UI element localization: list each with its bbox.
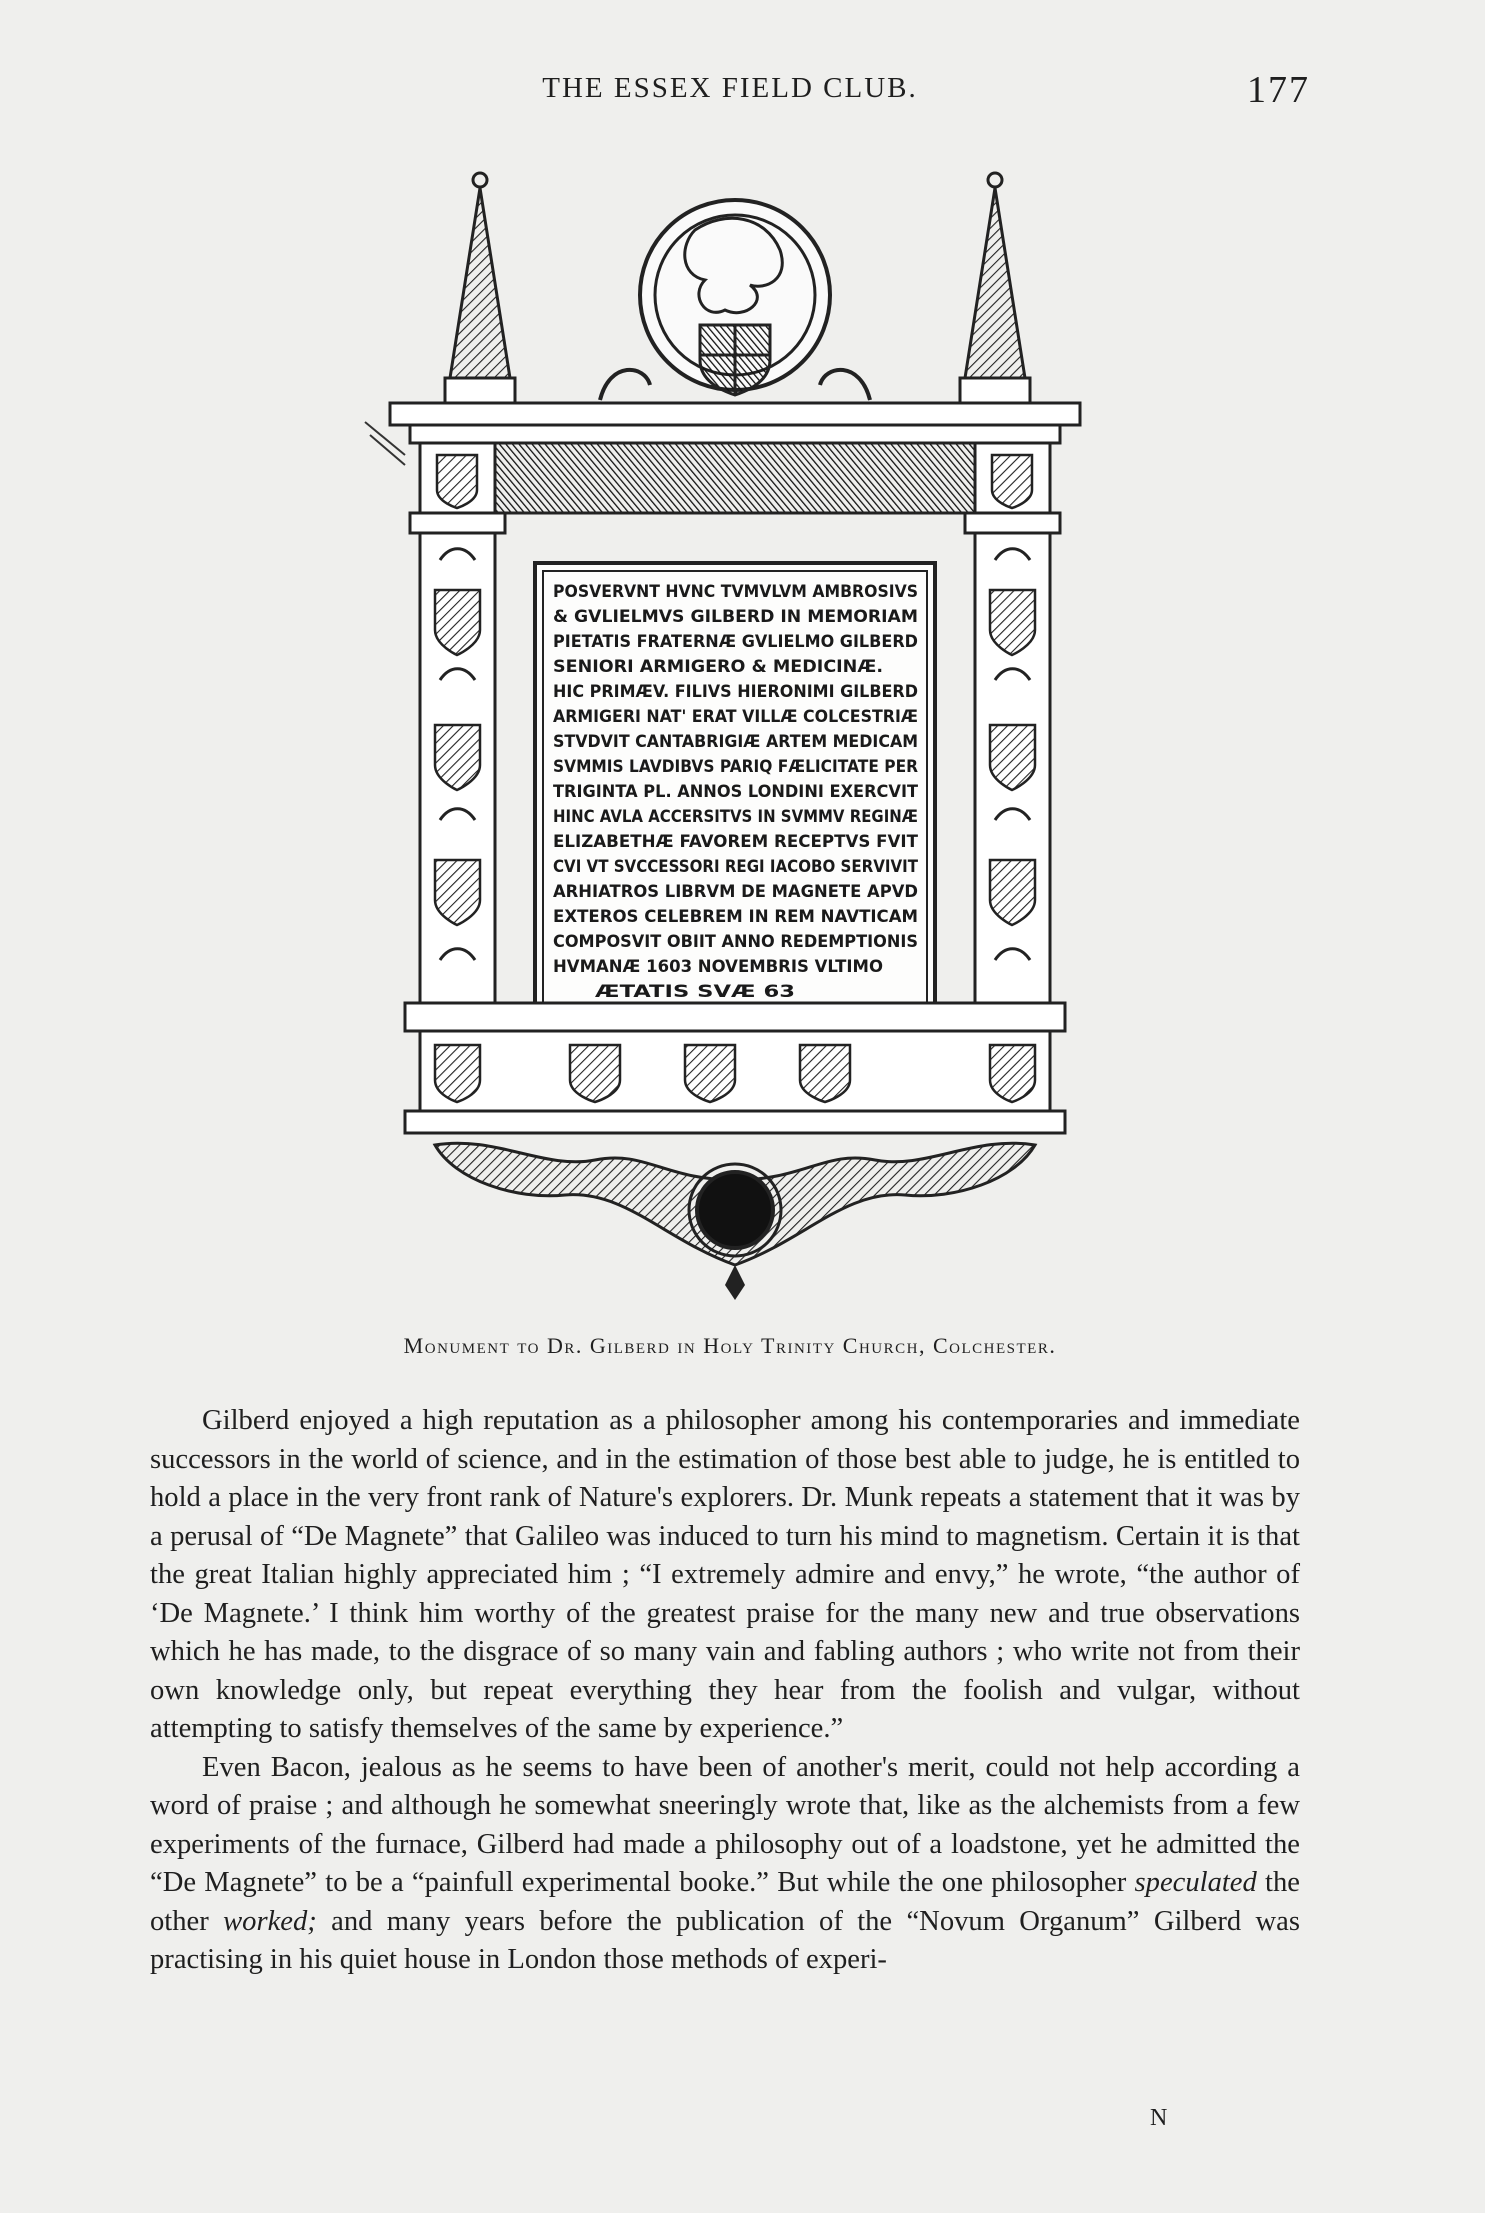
running-head xyxy=(150,68,1310,118)
left-pilaster xyxy=(410,443,505,1003)
paragraph-2-text-mid: the other xyxy=(150,1867,1300,1937)
monument-engraving xyxy=(345,160,1105,1310)
bottom-cartouche xyxy=(435,1143,1035,1300)
inscription-line: SENIORI ARMIGERO & MEDICINÆ. xyxy=(553,657,883,677)
inscription-line: COMPOSVIT OBIIT ANNO REDEMPTIONIS xyxy=(553,932,918,952)
paragraph-2-text-start: Even Bacon, jealous as he seems to have been of another's merit, could not help according a word of praise ; and although he somewhat sneeringly wrote that, like as the alchemists from a few experiments of the furnace, Gilberd had made a philosophy out of a loadstone, yet he admitted the “De Magnete” to be a “painfull experimental booke.” But while the one philosopher xyxy=(150,1751,1300,1898)
inscription-line: SVMMIS LAVDIBVS PARIQ FÆLICITATE PER xyxy=(553,757,918,777)
running-title: THE ESSEX FIELD CLUB. xyxy=(542,72,918,104)
paragraph-1: Gilberd enjoyed a high reputation as a philosopher among his contemporaries and immediate successors in the world of science, and in the estimation of those best able to judge, he is entitled to hold a place in the very front rank of Nature's explorers. Dr. Munk repeats a statement that it was by a perusal of “De Magnete” that Galileo was induced to turn his mind to magnetism. Certain it is that the great Italian highly appreciated him ; “I extremely admire and envy,” he wrote, “the author of ‘De Magnete.’ I think him worthy of the greatest praise for the many new and true observations which he has made, to the disgrace of so many vain and fabling authors ; who write not from their own knowledge only, but repeat everything they hear from the foolish and vulgar, without attempting to satisfy themselves of the same by experience.” xyxy=(150,1405,1300,1744)
monument-base xyxy=(405,1003,1065,1133)
inscription-line: & GVLIELMVS GILBERD IN MEMORIAM xyxy=(553,607,918,627)
body-text xyxy=(150,1402,1300,1980)
right-obelisk xyxy=(960,173,1030,403)
frieze xyxy=(495,443,975,513)
crest-medallion xyxy=(600,200,870,400)
inscription-line: STVDVIT CANTABRIGIÆ ARTEM MEDICAM xyxy=(553,732,918,752)
signature-mark: N xyxy=(1150,2105,1169,2131)
inscription-line: ARMIGERI NAT' ERAT VILLÆ COLCESTRIÆ xyxy=(553,707,918,727)
inscription-line: TRIGINTA PL. ANNOS LONDINI EXERCVIT xyxy=(553,782,919,802)
inscription-line: PIETATIS FRATERNÆ GVLIELMO GILBERD xyxy=(553,632,918,652)
figure-caption: Monument to Dr. Gilberd in Holy Trinity Church, Colchester. xyxy=(403,1333,1057,1358)
inscription-line: ÆTATIS SVÆ 63 xyxy=(595,982,795,1002)
paragraph-2 xyxy=(150,1749,1300,1980)
inscription-line: HINC AVLA ACCERSITVS IN SVMMV REGINÆ xyxy=(553,807,918,827)
inscription-line: HIC PRIMÆV. FILIVS HIERONIMI GILBERD xyxy=(553,682,918,702)
page-number: 177 xyxy=(1247,69,1310,111)
inscription-line: ARHIATROS LIBRVM DE MAGNETE APVD xyxy=(553,882,918,902)
inscription-line: HVMANÆ 1603 NOVEMBRIS VLTIMO xyxy=(553,957,883,977)
inscription-line: EXTEROS CELEBREM IN REM NAVTICAM xyxy=(553,907,918,927)
inscription-line: ELIZABETHÆ FAVOREM RECEPTVS FVIT xyxy=(553,832,919,852)
paragraph-2-text-end: and many years before the publication of the “Novum Organum” Gilberd was practising in his quiet house in London those methods of experi- xyxy=(150,1905,1300,1975)
left-obelisk xyxy=(445,173,515,403)
emphasis-speculated: speculated xyxy=(1134,1867,1257,1898)
emphasis-worked: worked; xyxy=(223,1905,317,1937)
inscription-line: CVI VT SVCCESSORI REGI IACOBO SERVIVIT xyxy=(553,857,919,877)
right-pilaster xyxy=(965,443,1060,1003)
inscription-tablet xyxy=(535,563,935,1018)
inscription-line: POSVERVNT HVNC TVMVLVM AMBROSIVS xyxy=(553,582,918,602)
